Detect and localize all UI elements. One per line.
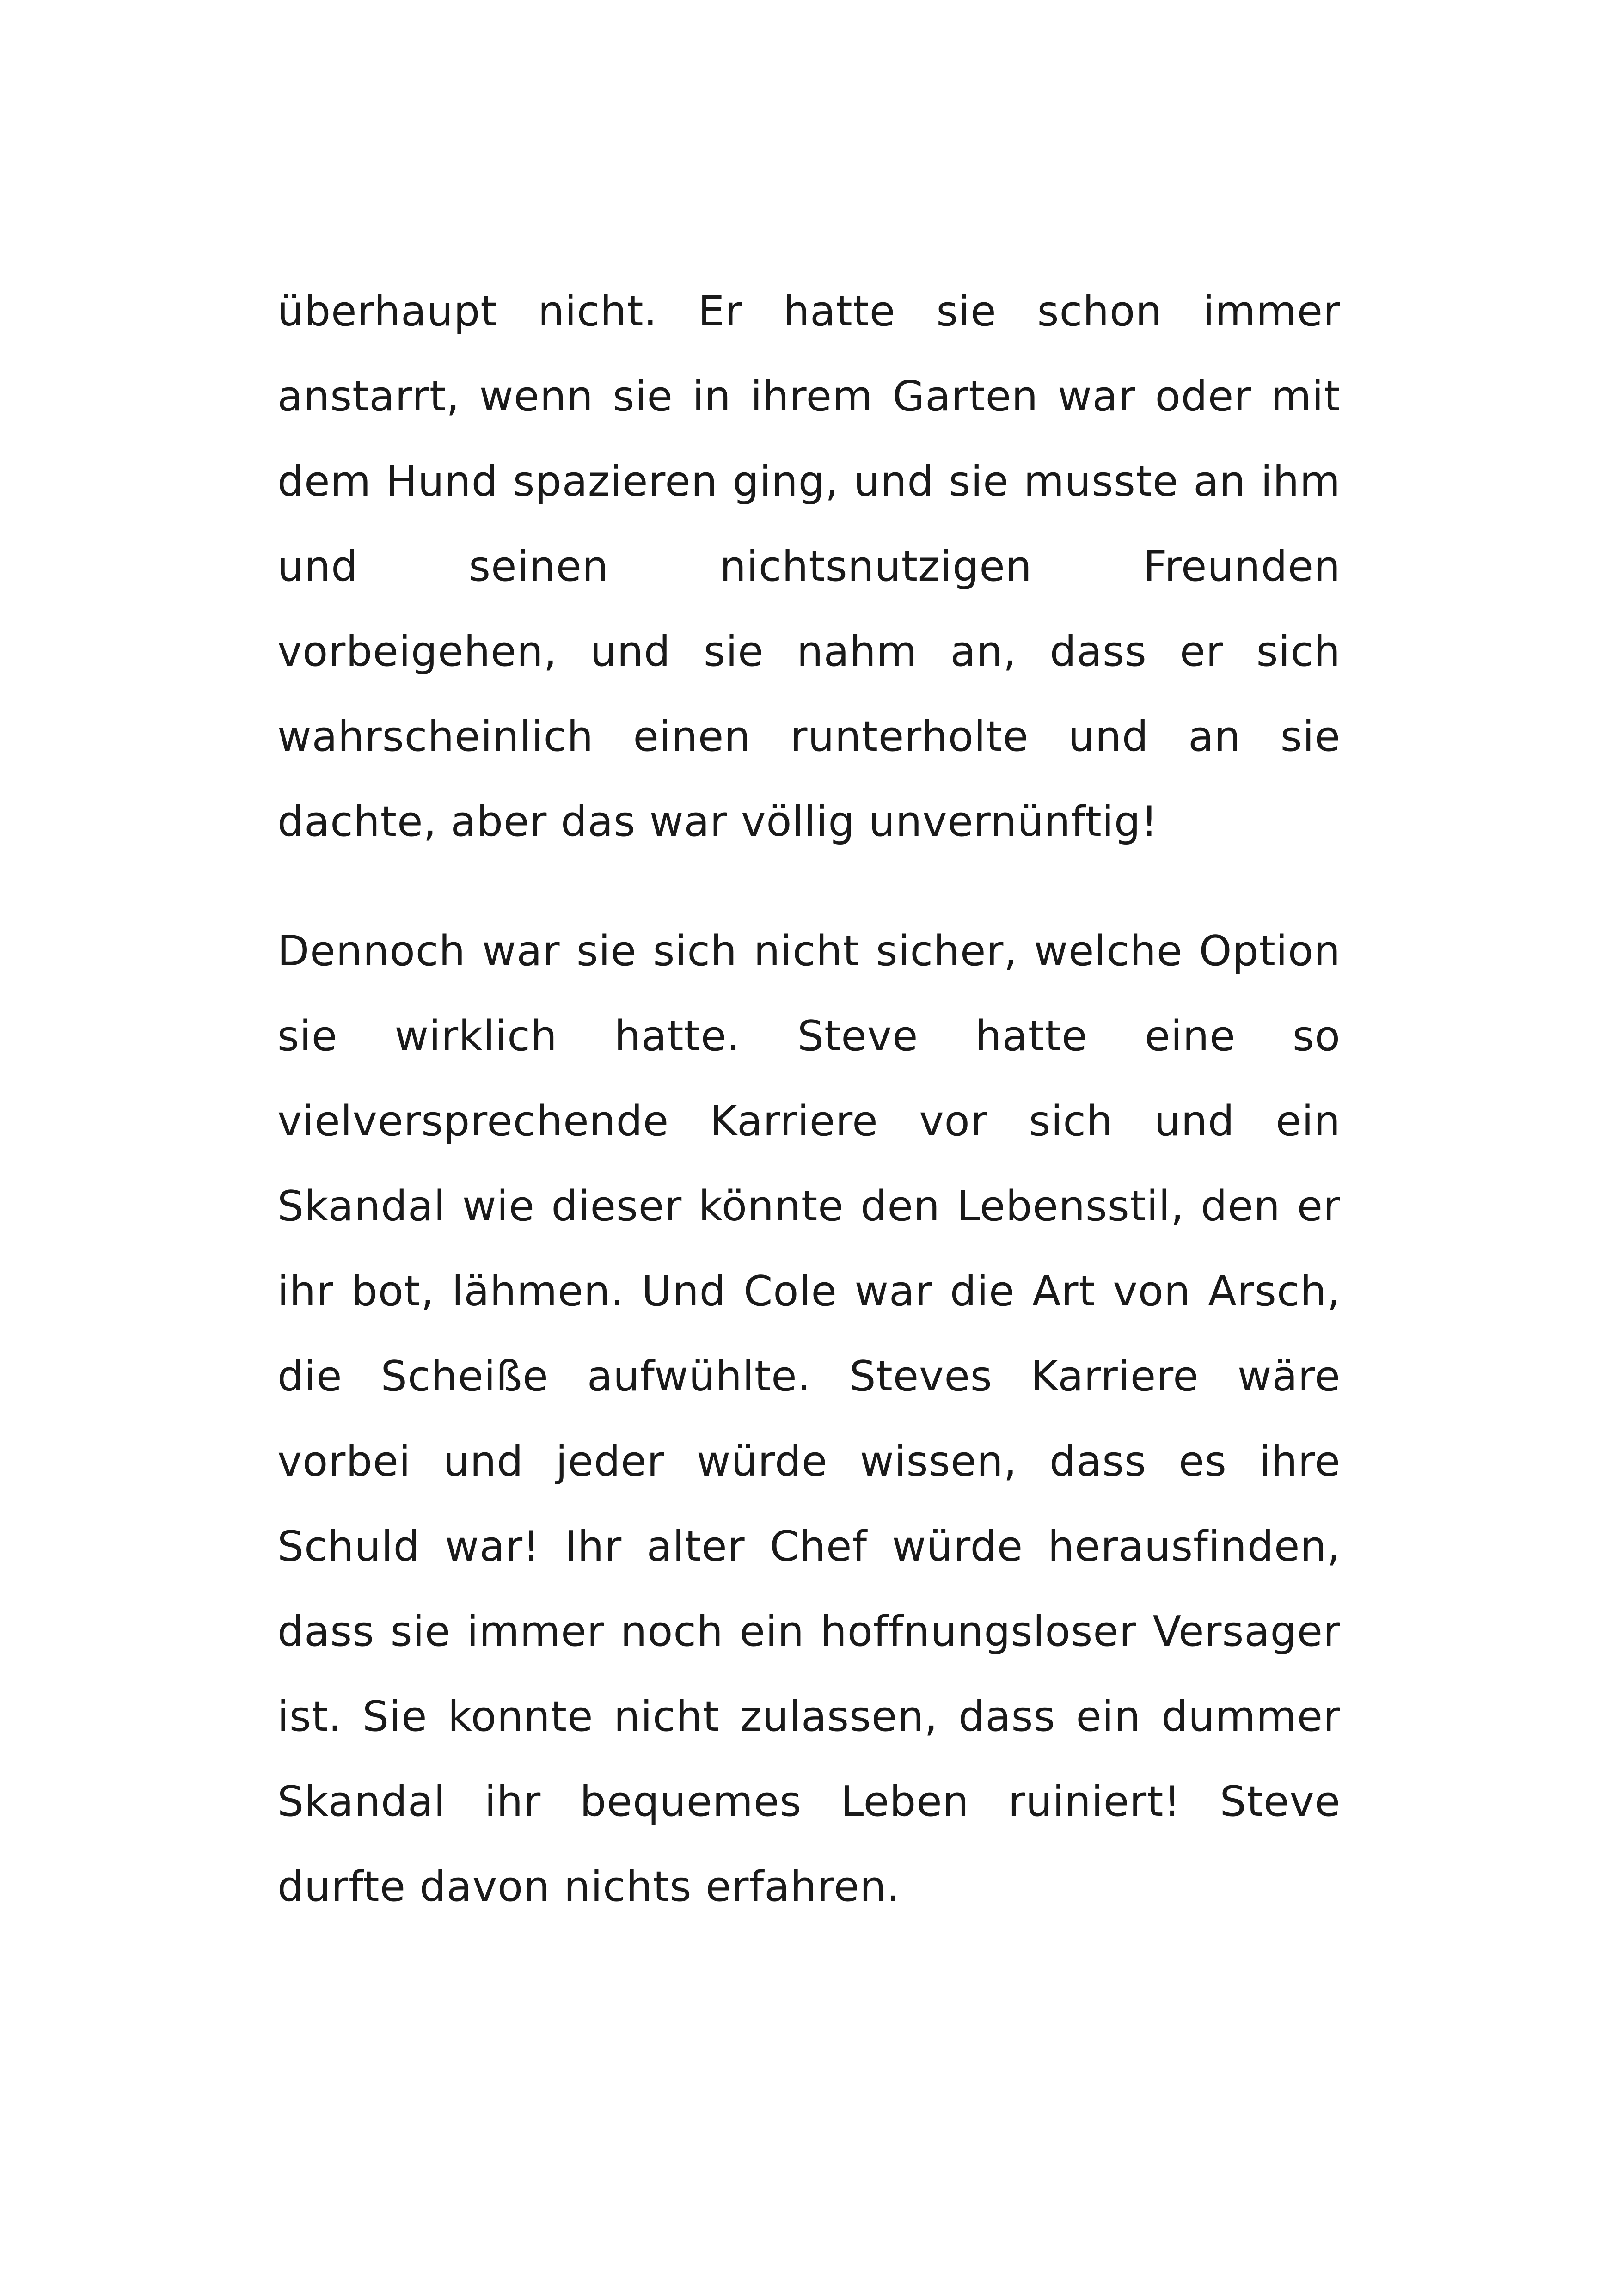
paragraph-1: überhaupt nicht. Er hatte sie schon immer anstarrt, wenn sie in ihrem Garten war oder mit dem Hund spazieren ging, und sie musste an ihm und seinen nichtsnutzigen Freunden vorbeigehen, und sie nahm an, dass er sich wahrscheinlich einen runterholte und an sie dachte, aber das war völlig unvernünftig! [277, 287, 1341, 846]
paragraph-2: Dennoch war sie sich nicht sicher, welche Option sie wirklich hatte. Steve hatte eine so vielversprechende Karriere vor sich und ein Skandal wie dieser könnte den Lebensstil, den er ihr bot, lähmen. Und Cole war die Art von Arsch, die Scheiße aufwühlte. Steves Karriere wäre vorbei und jeder würde wissen, dass es ihre Schuld war! Ihr alter Chef würde herausfinden, dass sie immer noch ein hoffnungsloser Versager ist. Sie konnte nicht zulassen, dass ein dummer Skandal ihr bequemes Leben ruiniert! Steve durfte davon nichts erfahren. [277, 927, 1341, 1911]
body-text [277, 269, 1341, 1929]
